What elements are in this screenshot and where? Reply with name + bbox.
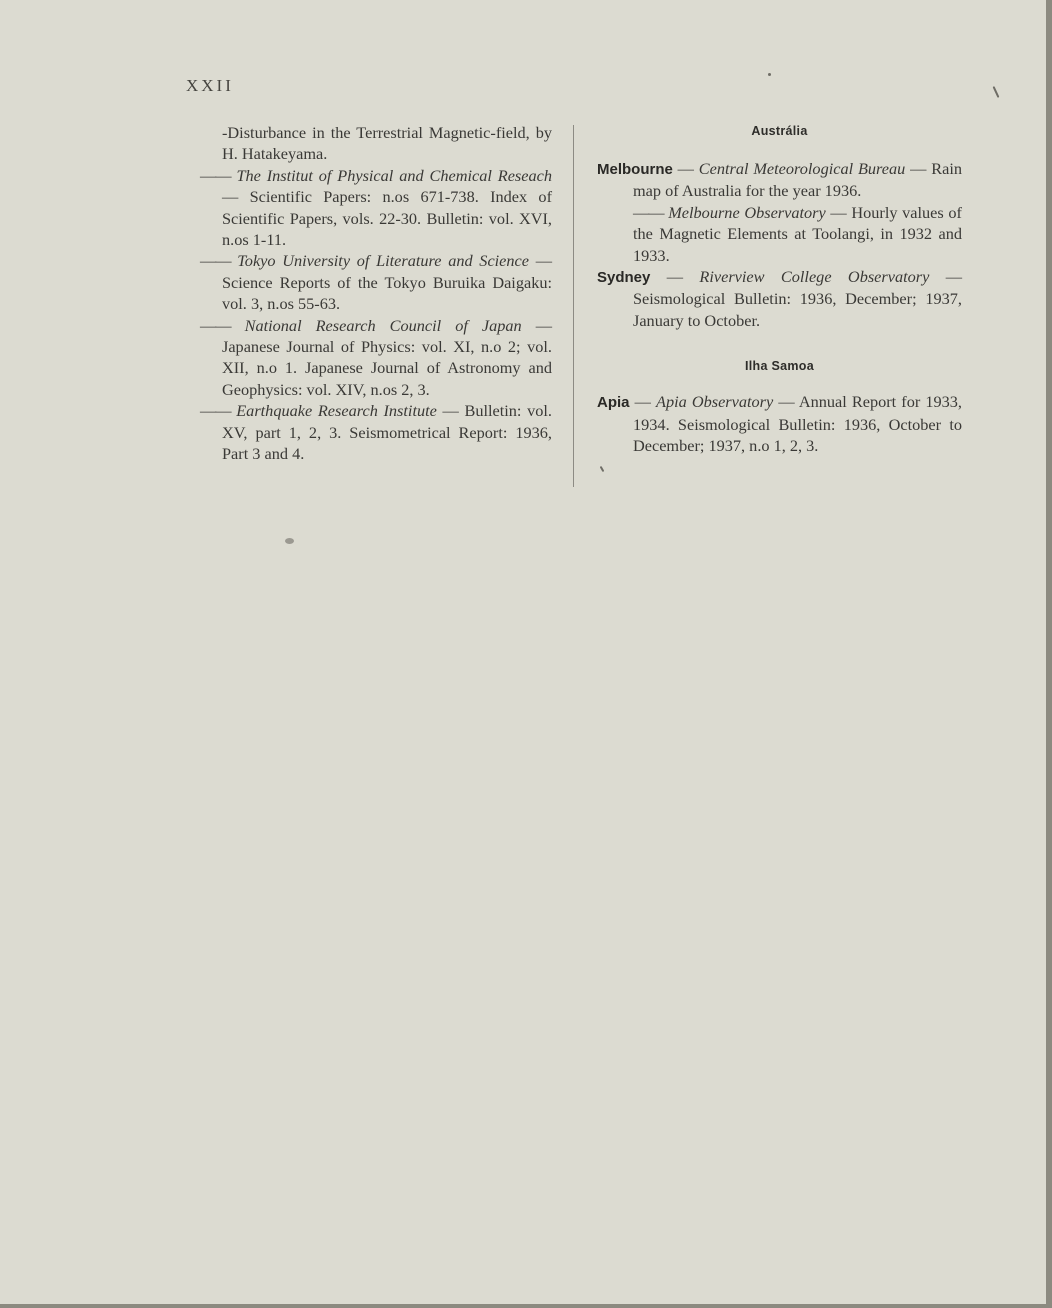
institution-name: Melbourne Observatory xyxy=(668,202,826,222)
institution-name: Riverview College Observatory xyxy=(699,267,930,287)
institution-name: Earthquake Research Institute xyxy=(236,401,437,421)
institution-name: Tokyo University of Literature and Science xyxy=(237,251,530,271)
institution-name: National Research Council of Japan xyxy=(244,315,522,335)
list-item: —— The Institut of Physical and Chemical Reseach — Scientific Papers: n.os 671-738. Index of Scientific Papers, vols. 22-30. Bulletin: vol. XVI, n.os 1-11. xyxy=(200,165,552,250)
column-divider xyxy=(573,125,574,487)
section-heading-samoa: Ilha Samoa xyxy=(745,359,814,374)
section-heading-australia: Austrália xyxy=(751,124,808,138)
list-item: Sydney — Riverview College Observatory — Seismological Bulletin: 1936, December; 1937, January to October. xyxy=(597,267,962,330)
institution-name: The Institut of Physical and Chemical Reseach xyxy=(236,165,552,185)
city-name: Sydney xyxy=(597,269,651,287)
list-item: —— Melbourne Observatory — Hourly values of the Magnetic Elements at Toolangi, in 1932 and 1933. xyxy=(633,202,962,265)
page-number: XXII xyxy=(186,76,234,95)
list-item: —— National Research Council of Japan — Japanese Journal of Physics: vol. XI, n.o 2; vol. XII, n.o 1. Japanese Journal of Astronomy and Geophysics: vol. XIV, n.os 2, 3. xyxy=(200,315,552,399)
institution-name: Apia Observatory xyxy=(656,392,774,412)
list-item: -Disturbance in the Terrestrial Magnetic-field, by H. Hatakeyama. xyxy=(222,123,552,164)
city-name: Apia xyxy=(597,394,630,412)
city-name: Melbourne xyxy=(597,161,673,178)
list-item: —— Tokyo University of Literature and Science — Science Reports of the Tokyo Buruika Daigaku: vol. 3, n.os 55-63. xyxy=(200,251,552,314)
list-item: —— Earthquake Research Institute — Bulletin: vol. XV, part 1, 2, 3. Seismometrical Report: 1936, Part 3 and 4. xyxy=(200,401,552,464)
list-item: Apia — Apia Observatory — Annual Report for 1933, 1934. Seismological Bulletin: 1936, October to December; 1937, n.o 1, 2, 3. xyxy=(597,392,962,456)
institution-name: Central Meteorological Bureau xyxy=(698,159,906,178)
left-column xyxy=(200,122,552,465)
paper-speck xyxy=(768,73,771,76)
list-item: Melbourne — Central Meteorological Bureau — Rain map of Australia for the year 1936. xyxy=(597,159,962,201)
paper-speck xyxy=(600,466,605,472)
paper-speck xyxy=(993,86,1000,98)
right-column xyxy=(597,122,962,456)
paper-speck xyxy=(285,538,294,544)
